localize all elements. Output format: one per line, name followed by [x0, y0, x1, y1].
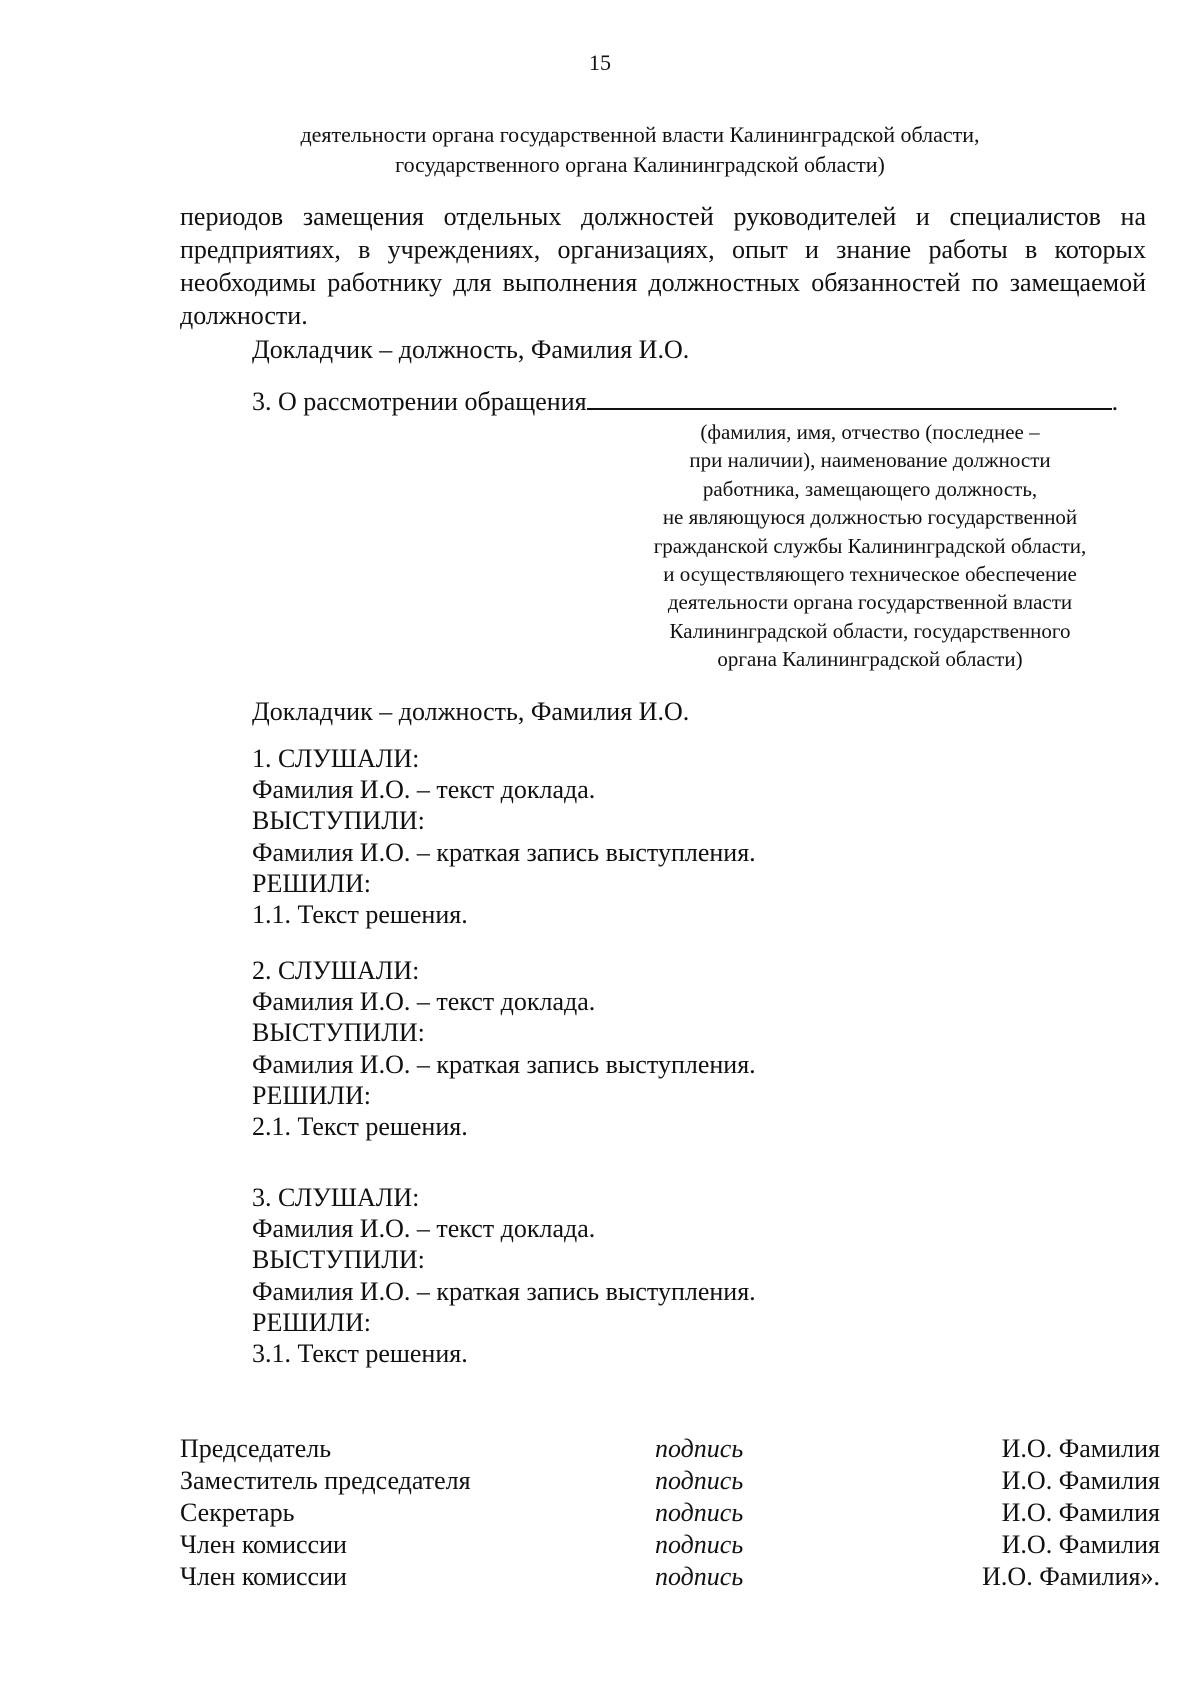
signature-row	[180, 1433, 1160, 1465]
signature-placeholder: подпись	[655, 1498, 744, 1527]
minutes-block-2	[252, 955, 756, 1142]
spoke-heading: ВЫСТУПИЛИ:	[252, 806, 425, 836]
signer-name: И.О. Фамилия	[1001, 1498, 1160, 1527]
minutes-block-3	[252, 1182, 756, 1369]
signature-placeholder: подпись	[655, 1562, 744, 1591]
minutes-block-1	[252, 743, 756, 930]
signature-placeholder: подпись	[655, 1530, 744, 1559]
signer-role: Член комиссии	[180, 1562, 347, 1591]
report-line: Фамилия И.О. – текст доклада.	[252, 1214, 596, 1244]
signature-row	[180, 1561, 1160, 1593]
agenda-item-3-end: .	[1111, 387, 1119, 416]
decision-line: 1.1. Текст решения.	[252, 900, 468, 930]
spoke-heading: ВЫСТУПИЛИ:	[252, 1245, 425, 1275]
signer-name: И.О. Фамилия».	[982, 1562, 1160, 1591]
signer-role: Член комиссии	[180, 1530, 347, 1559]
footnote-line: Калининградской области, государственного	[669, 618, 1071, 643]
signature-placeholder: подпись	[655, 1434, 744, 1463]
speech-line: Фамилия И.О. – краткая запись выступления.	[252, 837, 756, 867]
header-line: государственного органа Калининградской области)	[395, 152, 885, 177]
report-line: Фамилия И.О. – текст доклада.	[252, 987, 596, 1017]
agenda-item-3-label: 3. О рассмотрении обращения	[252, 387, 587, 416]
intro-paragraph: периодов замещения отдельных должностей руководителей и специалистов на предприятиях, в учреждениях, организациях, опыт и знание работы в которых необходимы работнику для выполнения должностных обязанностей по замещаемой должности.	[180, 202, 1146, 330]
signature-row	[180, 1497, 1160, 1529]
speaker-line: Докладчик – должность, Фамилия И.О.	[252, 697, 690, 726]
heard-heading: 2. СЛУШАЛИ:	[252, 956, 420, 985]
signer-name: И.О. Фамилия	[1001, 1434, 1160, 1463]
decision-line: 3.1. Текст решения.	[252, 1339, 468, 1369]
signer-name: И.О. Фамилия	[1001, 1530, 1160, 1559]
decided-heading: РЕШИЛИ:	[252, 868, 371, 898]
signature-row	[180, 1465, 1160, 1497]
decision-line: 2.1. Текст решения.	[252, 1112, 468, 1142]
signer-name: И.О. Фамилия	[1001, 1466, 1160, 1495]
footnote-line: работника, замещающего должность,	[702, 476, 1038, 501]
decided-heading: РЕШИЛИ:	[252, 1307, 371, 1337]
heard-heading: 1. СЛУШАЛИ:	[252, 744, 420, 773]
header-line: деятельности органа государственной власти Калининградской области,	[300, 122, 980, 147]
signer-role: Секретарь	[180, 1498, 295, 1527]
footnote-line: и осуществляющего техническое обеспечение	[663, 562, 1077, 587]
signature-row	[180, 1529, 1160, 1561]
speech-line: Фамилия И.О. – краткая запись выступления.	[252, 1276, 756, 1306]
signature-table	[180, 1433, 1160, 1593]
spoke-heading: ВЫСТУПИЛИ:	[252, 1018, 425, 1048]
intro-paragraph-block	[180, 200, 1146, 332]
footnote-line: при наличии), наименование должности	[689, 448, 1051, 473]
footnote-line: органа Калининградской области)	[717, 647, 1023, 672]
blank-field-footnote	[620, 418, 1120, 674]
decided-heading: РЕШИЛИ:	[252, 1080, 371, 1110]
footnote-line: гражданской службы Калининградской области,	[653, 533, 1087, 558]
signer-role: Председатель	[180, 1434, 332, 1463]
footnote-line: (фамилия, имя, отчество (последнее –	[700, 420, 1040, 444]
footnote-line: не являющуюся должностью государственной	[662, 505, 1078, 530]
page-number: 15	[589, 50, 611, 75]
speech-line: Фамилия И.О. – краткая запись выступления.	[252, 1049, 756, 1079]
signature-placeholder: подпись	[655, 1466, 744, 1495]
heard-heading: 3. СЛУШАЛИ:	[252, 1183, 420, 1212]
header-continuation	[150, 120, 1130, 180]
report-line: Фамилия И.О. – текст доклада.	[252, 775, 596, 805]
footnote-line: деятельности органа государственной власти	[667, 590, 1073, 615]
agenda-item-3	[252, 384, 1118, 417]
speaker-line: Докладчик – должность, Фамилия И.О.	[252, 335, 690, 364]
fill-in-blank-line	[587, 384, 1112, 410]
signer-role: Заместитель председателя	[180, 1466, 471, 1495]
